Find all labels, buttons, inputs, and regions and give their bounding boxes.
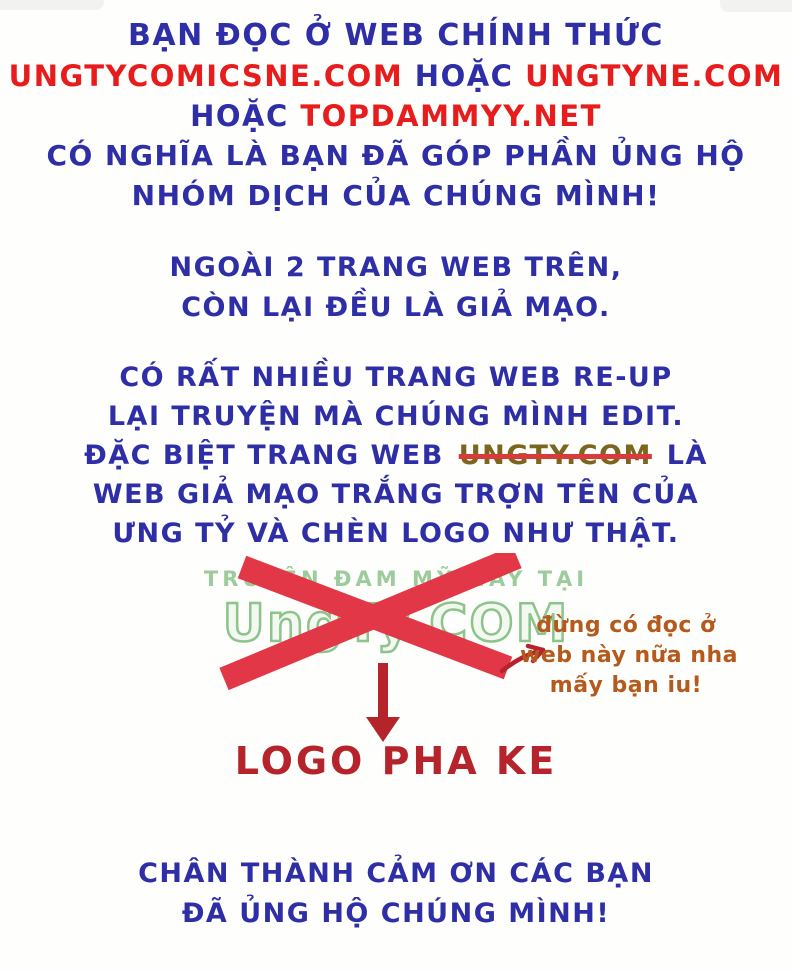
header-line-4: CÓ NGHĨA LÀ BẠN ĐÃ GÓP PHẦN ỦNG HỘ — [46, 139, 746, 172]
official-sites-section — [0, 0, 792, 216]
header-line-3 — [0, 96, 792, 136]
header-line-1: BẠN ĐỌC Ở WEB CHÍNH THỨC — [128, 18, 664, 53]
official-domain-1: UNGTYCOMICSNE.COM — [8, 59, 404, 93]
side-note — [520, 611, 738, 701]
down-arrow-icon — [366, 663, 400, 742]
warning-line-3-suffix: LÀ — [666, 440, 708, 471]
notice-line-2: CÒN LẠI ĐỀU LÀ GIẢ MẠO. — [181, 292, 611, 323]
notice-line-1: NGOÀI 2 TRANG WEB TRÊN, — [169, 252, 623, 283]
warning-line-3 — [0, 436, 792, 475]
conjunction-or-1: HOẶC — [414, 59, 514, 93]
side-note-line-2: web này nữa nha — [520, 643, 738, 668]
scan-artifact-right — [720, 0, 792, 12]
footer-line-2: ĐÃ ỦNG HỘ CHÚNG MÌNH! — [181, 898, 611, 929]
warning-line-3-prefix: ĐẶC BIỆT TRANG WEB — [84, 440, 444, 471]
fake-sites-notice — [0, 248, 792, 328]
fake-logo-label: LOGO PHA KE — [234, 739, 558, 783]
warning-line-5: ƯNG TỶ VÀ CHÈN LOGO NHƯ THẬT. — [112, 518, 680, 549]
side-note-line-3: mấy bạn iu! — [549, 673, 703, 698]
scan-artifact-left — [0, 0, 104, 10]
warning-line-1: CÓ RẤT NHIỀU TRANG WEB RE-UP — [119, 362, 673, 393]
footer-line-1: CHÂN THÀNH CẢM ƠN CÁC BẠN — [138, 858, 654, 889]
fake-logo-zone — [0, 553, 792, 803]
side-note-line-1: đừng có đọc ở — [536, 613, 716, 638]
thanks-section — [0, 854, 792, 934]
conjunction-or-2: HOẶC — [190, 99, 289, 133]
warning-line-2: LẠI TRUYỆN MÀ CHÚNG MÌNH EDIT. — [107, 401, 685, 432]
header-line-2 — [0, 56, 792, 96]
fake-logo-brand: UngTy.COM — [222, 594, 570, 654]
reupload-warning — [0, 358, 792, 553]
official-domain-2: UNGTYNE.COM — [525, 59, 784, 93]
official-domain-3: TOPDAMMYY.NET — [300, 99, 602, 133]
warning-line-4: WEB GIẢ MẠO TRẮNG TRỢN TÊN CỦA — [92, 479, 700, 510]
header-line-5: NHÓM DỊCH CỦA CHÚNG MÌNH! — [131, 179, 661, 212]
fake-domain-struck: UNGTY.COM — [458, 440, 652, 471]
fake-logo-tagline: TRUYỆN ĐAM MỸ HAY TẠI — [203, 567, 589, 591]
